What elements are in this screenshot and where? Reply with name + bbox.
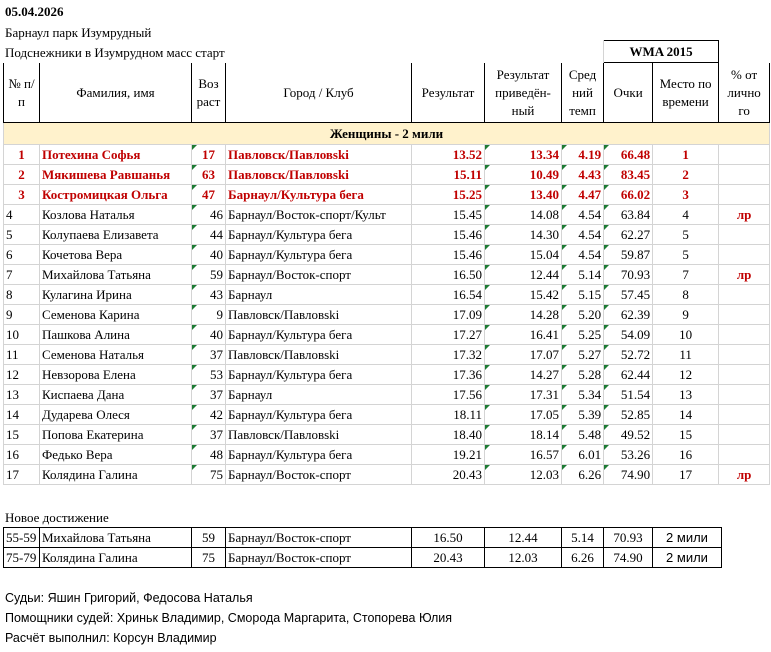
runner-club: Барнаул/Культура бега — [226, 185, 412, 205]
place: 4 — [653, 205, 719, 225]
table-row — [4, 205, 770, 225]
record-points: 70.93 — [604, 528, 653, 548]
runner-age: 43 — [192, 285, 226, 305]
personal-record-mark: лр — [719, 465, 770, 485]
place: 5 — [653, 225, 719, 245]
row-number: 10 — [4, 325, 40, 345]
average-pace: 5.39 — [562, 405, 604, 425]
runner-club: Барнаул/Восток-спорт/Культ — [226, 205, 412, 225]
runner-age: 42 — [192, 405, 226, 425]
row-number: 5 — [4, 225, 40, 245]
judges: Судьи: Яшин Григорий, Федосова Наталья — [5, 591, 253, 605]
row-number: 4 — [4, 205, 40, 225]
record-name: Михайлова Татьяна — [40, 528, 192, 548]
personal-record-mark — [719, 385, 770, 405]
table-row — [4, 265, 770, 285]
average-pace: 6.26 — [562, 465, 604, 485]
place: 9 — [653, 305, 719, 325]
result-time: 16.50 — [412, 265, 485, 285]
col-pct-header: % от лично го — [719, 63, 770, 123]
runner-age: 9 — [192, 305, 226, 325]
runner-club: Павловск/Павловski — [226, 165, 412, 185]
points: 74.90 — [604, 465, 653, 485]
average-pace: 4.47 — [562, 185, 604, 205]
col-points-header: Очки — [604, 63, 653, 123]
personal-record-mark — [719, 145, 770, 165]
runner-club: Павловск/Павловski — [226, 345, 412, 365]
average-pace: 5.27 — [562, 345, 604, 365]
record-pace: 5.14 — [562, 528, 604, 548]
average-pace: 4.54 — [562, 205, 604, 225]
row-number: 6 — [4, 245, 40, 265]
adjusted-time: 14.08 — [485, 205, 562, 225]
table-row — [4, 285, 770, 305]
records-table — [3, 527, 722, 568]
row-number: 16 — [4, 445, 40, 465]
points: 62.27 — [604, 225, 653, 245]
points: 52.85 — [604, 405, 653, 425]
record-points: 74.90 — [604, 548, 653, 568]
result-time: 18.40 — [412, 425, 485, 445]
record-club: Барнаул/Восток-спорт — [226, 528, 412, 548]
row-number: 3 — [4, 185, 40, 205]
points: 51.54 — [604, 385, 653, 405]
personal-record-mark — [719, 225, 770, 245]
runner-name: Семенова Карина — [40, 305, 192, 325]
personal-record-mark — [719, 185, 770, 205]
record-distance: 2 мили — [653, 528, 722, 548]
points: 62.39 — [604, 305, 653, 325]
event-place: Барнаул парк Изумрудный — [5, 25, 152, 40]
points: 54.09 — [604, 325, 653, 345]
runner-club: Барнаул/Культура бега — [226, 245, 412, 265]
table-row — [4, 245, 770, 265]
adjusted-time: 18.14 — [485, 425, 562, 445]
result-time: 17.09 — [412, 305, 485, 325]
row-number: 15 — [4, 425, 40, 445]
runner-age: 48 — [192, 445, 226, 465]
runner-name: Пашкова Алина — [40, 325, 192, 345]
place: 3 — [653, 185, 719, 205]
average-pace: 5.28 — [562, 365, 604, 385]
points: 49.52 — [604, 425, 653, 445]
col-place-header: Место по времени — [653, 63, 719, 123]
runner-age: 46 — [192, 205, 226, 225]
row-number: 9 — [4, 305, 40, 325]
col-result-header: Результат — [412, 63, 485, 123]
runner-club: Барнаул/Восток-спорт — [226, 465, 412, 485]
result-time: 15.46 — [412, 225, 485, 245]
result-time: 15.25 — [412, 185, 485, 205]
table-row — [4, 445, 770, 465]
record-result: 16.50 — [412, 528, 485, 548]
row-number: 11 — [4, 345, 40, 365]
personal-record-mark — [719, 365, 770, 385]
runner-name: Козлова Наталья — [40, 205, 192, 225]
points: 52.72 — [604, 345, 653, 365]
points: 83.45 — [604, 165, 653, 185]
table-row — [4, 365, 770, 385]
event-date: 05.04.2026 — [5, 4, 64, 19]
table-row — [4, 345, 770, 365]
runner-club: Барнаул/Культура бега — [226, 225, 412, 245]
adjusted-time: 16.57 — [485, 445, 562, 465]
table-row — [4, 385, 770, 405]
points: 66.02 — [604, 185, 653, 205]
row-number: 17 — [4, 465, 40, 485]
runner-club: Павловск/Павловski — [226, 145, 412, 165]
personal-record-mark — [719, 305, 770, 325]
average-pace: 5.20 — [562, 305, 604, 325]
result-time: 17.32 — [412, 345, 485, 365]
runner-age: 37 — [192, 425, 226, 445]
table-row — [4, 145, 770, 165]
col-adjusted-header: Результат приведён-ный — [485, 63, 562, 123]
points: 53.26 — [604, 445, 653, 465]
personal-record-mark — [719, 165, 770, 185]
personal-record-mark: лр — [719, 265, 770, 285]
runner-age: 17 — [192, 145, 226, 165]
adjusted-time: 14.30 — [485, 225, 562, 245]
adjusted-time: 13.40 — [485, 185, 562, 205]
runner-name: Костромицкая Ольга — [40, 185, 192, 205]
runner-age: 53 — [192, 365, 226, 385]
adjusted-time: 10.49 — [485, 165, 562, 185]
runner-club: Барнаул/Культура бега — [226, 445, 412, 465]
result-time: 17.27 — [412, 325, 485, 345]
place: 10 — [653, 325, 719, 345]
runner-age: 59 — [192, 265, 226, 285]
average-pace: 5.15 — [562, 285, 604, 305]
place: 5 — [653, 245, 719, 265]
result-time: 17.56 — [412, 385, 485, 405]
table-row — [4, 465, 770, 485]
runner-name: Киспаева Дана — [40, 385, 192, 405]
row-number: 12 — [4, 365, 40, 385]
points: 62.44 — [604, 365, 653, 385]
runner-name: Колядина Галина — [40, 465, 192, 485]
points: 70.93 — [604, 265, 653, 285]
runner-club: Барнаул — [226, 385, 412, 405]
table-row — [4, 305, 770, 325]
runner-club: Павловск/Павловski — [226, 425, 412, 445]
personal-record-mark — [719, 325, 770, 345]
runner-club: Барнаул/Восток-спорт — [226, 265, 412, 285]
table-row — [4, 165, 770, 185]
points: 66.48 — [604, 145, 653, 165]
average-pace: 6.01 — [562, 445, 604, 465]
record-club: Барнаул/Восток-спорт — [226, 548, 412, 568]
adjusted-time: 14.27 — [485, 365, 562, 385]
average-pace: 4.54 — [562, 245, 604, 265]
runner-club: Барнаул/Культура бега — [226, 365, 412, 385]
result-time: 13.52 — [412, 145, 485, 165]
personal-record-mark: лр — [719, 205, 770, 225]
runner-age: 37 — [192, 345, 226, 365]
runner-name: Колупаева Елизавета — [40, 225, 192, 245]
place: 11 — [653, 345, 719, 365]
runner-club: Барнаул — [226, 285, 412, 305]
average-pace: 4.19 — [562, 145, 604, 165]
adjusted-time: 12.44 — [485, 265, 562, 285]
adjusted-time: 17.07 — [485, 345, 562, 365]
runner-age: 40 — [192, 325, 226, 345]
average-pace: 5.48 — [562, 425, 604, 445]
row-number: 7 — [4, 265, 40, 285]
record-adjusted: 12.03 — [485, 548, 562, 568]
place: 14 — [653, 405, 719, 425]
col-num-header: № п/п — [4, 63, 40, 123]
runner-name: Кочетова Вера — [40, 245, 192, 265]
col-club-header: Город / Клуб — [226, 63, 412, 123]
result-time: 18.11 — [412, 405, 485, 425]
runner-club: Барнаул/Культура бега — [226, 405, 412, 425]
personal-record-mark — [719, 445, 770, 465]
col-pace-header: Сред ний темп — [562, 63, 604, 123]
runner-name: Попова Екатерина — [40, 425, 192, 445]
place: 2 — [653, 165, 719, 185]
place: 8 — [653, 285, 719, 305]
runner-age: 37 — [192, 385, 226, 405]
table-row — [4, 225, 770, 245]
adjusted-time: 13.34 — [485, 145, 562, 165]
table-row — [4, 325, 770, 345]
category-header: Женщины - 2 мили — [4, 123, 770, 145]
personal-record-mark — [719, 345, 770, 365]
record-age: 59 — [192, 528, 226, 548]
record-age: 75 — [192, 548, 226, 568]
record-distance: 2 мили — [653, 548, 722, 568]
average-pace: 5.34 — [562, 385, 604, 405]
place: 1 — [653, 145, 719, 165]
average-pace: 4.54 — [562, 225, 604, 245]
points: 59.87 — [604, 245, 653, 265]
col-name-header: Фамилия, имя — [40, 63, 192, 123]
row-number: 13 — [4, 385, 40, 405]
calculated-by: Расчёт выполнил: Корсун Владимир — [5, 631, 217, 645]
average-pace: 4.43 — [562, 165, 604, 185]
personal-record-mark — [719, 425, 770, 445]
points: 57.45 — [604, 285, 653, 305]
runner-name: Мякишева Равшанья — [40, 165, 192, 185]
runner-name: Кулагина Ирина — [40, 285, 192, 305]
table-row — [4, 185, 770, 205]
place: 13 — [653, 385, 719, 405]
runner-name: Семенова Наталья — [40, 345, 192, 365]
event-title: Подснежники в Изумрудном масс старт — [5, 45, 225, 60]
result-time: 15.11 — [412, 165, 485, 185]
table-row — [4, 425, 770, 445]
adjusted-time: 17.31 — [485, 385, 562, 405]
average-pace: 5.25 — [562, 325, 604, 345]
runner-name: Невзорова Елена — [40, 365, 192, 385]
result-time: 15.46 — [412, 245, 485, 265]
result-time: 19.21 — [412, 445, 485, 465]
personal-record-mark — [719, 285, 770, 305]
personal-record-mark — [719, 245, 770, 265]
runner-name: Потехина Софья — [40, 145, 192, 165]
row-number: 1 — [4, 145, 40, 165]
runner-age: 44 — [192, 225, 226, 245]
runner-name: Федько Вера — [40, 445, 192, 465]
runner-name: Дударева Олеся — [40, 405, 192, 425]
row-number: 2 — [4, 165, 40, 185]
adjusted-time: 15.42 — [485, 285, 562, 305]
result-time: 15.45 — [412, 205, 485, 225]
points: 63.84 — [604, 205, 653, 225]
adjusted-time: 14.28 — [485, 305, 562, 325]
record-adjusted: 12.44 — [485, 528, 562, 548]
col-age-header: Воз раст — [192, 63, 226, 123]
record-row — [4, 528, 722, 548]
runner-age: 47 — [192, 185, 226, 205]
row-number: 8 — [4, 285, 40, 305]
results-table — [3, 40, 770, 485]
place: 12 — [653, 365, 719, 385]
adjusted-time: 15.04 — [485, 245, 562, 265]
runner-age: 75 — [192, 465, 226, 485]
runner-name: Михайлова Татьяна — [40, 265, 192, 285]
record-row — [4, 548, 722, 568]
result-time: 16.54 — [412, 285, 485, 305]
records-title: Новое достижение — [5, 510, 109, 525]
runner-club: Барнаул/Культура бега — [226, 325, 412, 345]
record-result: 20.43 — [412, 548, 485, 568]
record-age-group: 55-59 — [4, 528, 40, 548]
table-row — [4, 405, 770, 425]
place: 15 — [653, 425, 719, 445]
runner-age: 40 — [192, 245, 226, 265]
average-pace: 5.14 — [562, 265, 604, 285]
place: 7 — [653, 265, 719, 285]
record-name: Колядина Галина — [40, 548, 192, 568]
personal-record-mark — [719, 405, 770, 425]
assistant-judges: Помощники судей: Хриньк Владимир, Сморода Маргарита, Стопорева Юлия — [5, 611, 453, 625]
adjusted-time: 12.03 — [485, 465, 562, 485]
result-time: 17.36 — [412, 365, 485, 385]
row-number: 14 — [4, 405, 40, 425]
result-time: 20.43 — [412, 465, 485, 485]
adjusted-time: 17.05 — [485, 405, 562, 425]
record-pace: 6.26 — [562, 548, 604, 568]
adjusted-time: 16.41 — [485, 325, 562, 345]
place: 17 — [653, 465, 719, 485]
runner-age: 63 — [192, 165, 226, 185]
wma-label: WMA 2015 — [604, 41, 719, 63]
record-age-group: 75-79 — [4, 548, 40, 568]
place: 16 — [653, 445, 719, 465]
runner-club: Павловск/Павловski — [226, 305, 412, 325]
